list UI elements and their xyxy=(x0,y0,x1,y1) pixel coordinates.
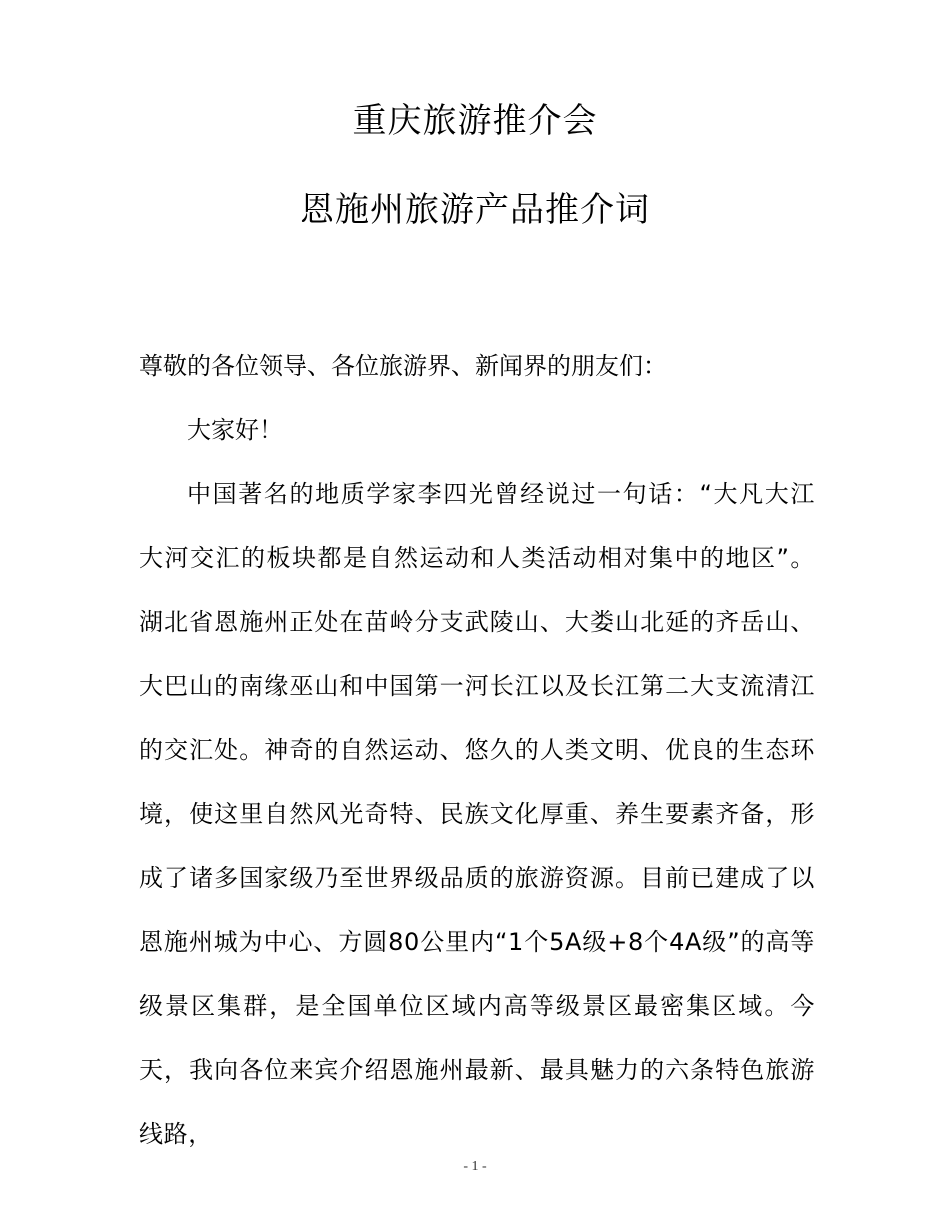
page-number: - 1 - xyxy=(463,1159,487,1174)
document-subtitle: 恩施州旅游产品推介词 xyxy=(300,190,650,230)
body-paragraph: 中国著名的地质学家李四光曾经说过一句话：“大凡大江大河交汇的板块都是自然运动和人类活动相对集中的地区”。湖北省恩施州正处在苗岭分支武陵山、大娄山北延的齐岳山、大巴山的南缘巫山和中国第一河长江以及长江第二大支流清江的交汇处。神奇的自然运动、悠久的人类文明、优良的生态环境，使这里自然风光奇特、民族文化厚重、养生要素齐备，形成了诸多国家级乃至世界级品质的旅游资源。目前已建成了以恩施州城为中心、方圆80公里内“1个5A级+8个4A级”的高等级景区集群，是全国单位区域内高等级景区最密集区域。今天，我向各位来宾介绍恩施州最新、最具魅力的六条特色旅游线路， xyxy=(139,480,815,1148)
greeting-line: 大家好！ xyxy=(187,416,283,444)
salutation-line: 尊敬的各位领导、各位旅游界、新闻界的朋友们： xyxy=(139,352,667,380)
document-title: 重庆旅游推介会 xyxy=(352,101,598,141)
